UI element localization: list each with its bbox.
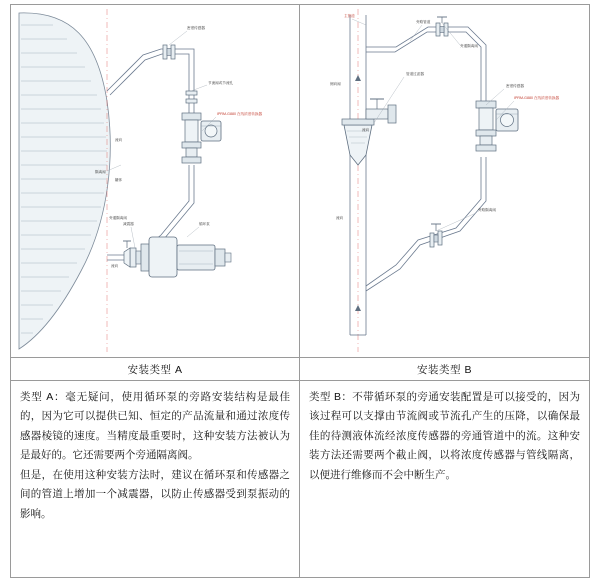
bypass-pipe-upper xyxy=(366,27,486,101)
valve-throttle-upper xyxy=(163,45,175,59)
label-line-filter: 管道过滤器 xyxy=(406,72,424,76)
label-throttle-valve: 节流阀或节流孔 xyxy=(208,81,234,85)
label-bypass-isolation-valve: 旁通隔离阀 xyxy=(109,216,127,220)
label-density-sensor: 密度传感器 xyxy=(506,84,524,88)
description-type-a-paragraph-2: 但是，在使用这种安装方法时，建议在循环泵和传感器之间的管道上增加一个减震器，以防止传感器受到泵振动的影响。 xyxy=(20,468,290,520)
label-flow-direction-lower: 流向 xyxy=(336,216,344,220)
circulation-pump xyxy=(141,237,231,277)
label-side-valve: 侧向阀 xyxy=(330,82,341,86)
description-type-a xyxy=(11,381,300,577)
diagram-row xyxy=(11,5,589,358)
density-sensor-assembly xyxy=(182,113,221,163)
layout-table xyxy=(10,4,590,578)
description-type-a-paragraph-1: 类型 A：毫无疑问，使用循环泵的旁路安装结构是最佳的，因为它可以提供已知、恒定的产品流量和通过浓度传感器棱镜的速度。当精度最重要时，这种安装方法被认为是最好的。它还需要两个旁通隔离阀。 xyxy=(20,391,290,462)
caption-row xyxy=(11,358,589,381)
label-bypass-isolation-valve: 旁通隔离阀 xyxy=(460,44,478,48)
label-bypass-pipe: 旁路管道 xyxy=(416,20,431,24)
label-tank: 罐体 xyxy=(115,178,123,182)
description-type-b xyxy=(300,381,589,577)
label-density-sensor: 密度传感器 xyxy=(187,26,205,30)
diagram-cell-type-a xyxy=(11,5,300,357)
diagram-cell-type-b xyxy=(300,5,589,357)
description-type-b-paragraph-1: 类型 B：不带循环泵的旁通安装配置是可以接受的，因为该过程可以支撑由节流阀或节流孔产生的压降，以确保最佳的待测液体流经浓度传感器的旁通管道中的流。这种安装方法还需要两个截止阀，以将浓度传感器与管线隔离，以便进行维修而不会中断生产。 xyxy=(309,391,580,481)
tank-body xyxy=(19,13,110,349)
diagram-type-b xyxy=(300,5,589,356)
caption-type-a: 安装类型 A xyxy=(11,358,300,380)
label-circulation-pump: 循环泵 xyxy=(199,222,210,226)
label-flow-direction-upper: 流向 xyxy=(115,138,123,142)
description-row xyxy=(11,381,589,577)
label-converter: IPRM-G880 在线浓度转换器 xyxy=(514,96,560,100)
label-damper: 减震器 xyxy=(123,222,134,226)
diagram-type-a xyxy=(11,5,300,356)
label-converter: IPRM-G880 在线浓度转换器 xyxy=(217,112,263,116)
valve-isolation-vertical xyxy=(186,91,197,103)
caption-type-b: 安装类型 B xyxy=(417,363,472,376)
bypass-pipe-upper xyxy=(107,49,181,95)
density-sensor-assembly xyxy=(476,101,518,151)
label-flow-direction-lower: 流向 xyxy=(111,264,119,268)
valve-bypass-isolation-upper xyxy=(436,17,448,36)
line-filter xyxy=(342,119,374,165)
label-flow-direction-upper: 流向 xyxy=(362,128,370,132)
bypass-pipe-vertical xyxy=(181,49,194,113)
damper-assembly xyxy=(123,241,141,267)
bypass-pipe-lower xyxy=(366,157,486,291)
label-main-pipe: 主管道 xyxy=(344,14,355,18)
label-bypass-isolation-valve-lower: 旁路隔离阀 xyxy=(478,208,496,212)
label-isolation-valve: 隔离阀 xyxy=(95,170,106,174)
valve-bypass-isolation-lower xyxy=(430,224,442,247)
